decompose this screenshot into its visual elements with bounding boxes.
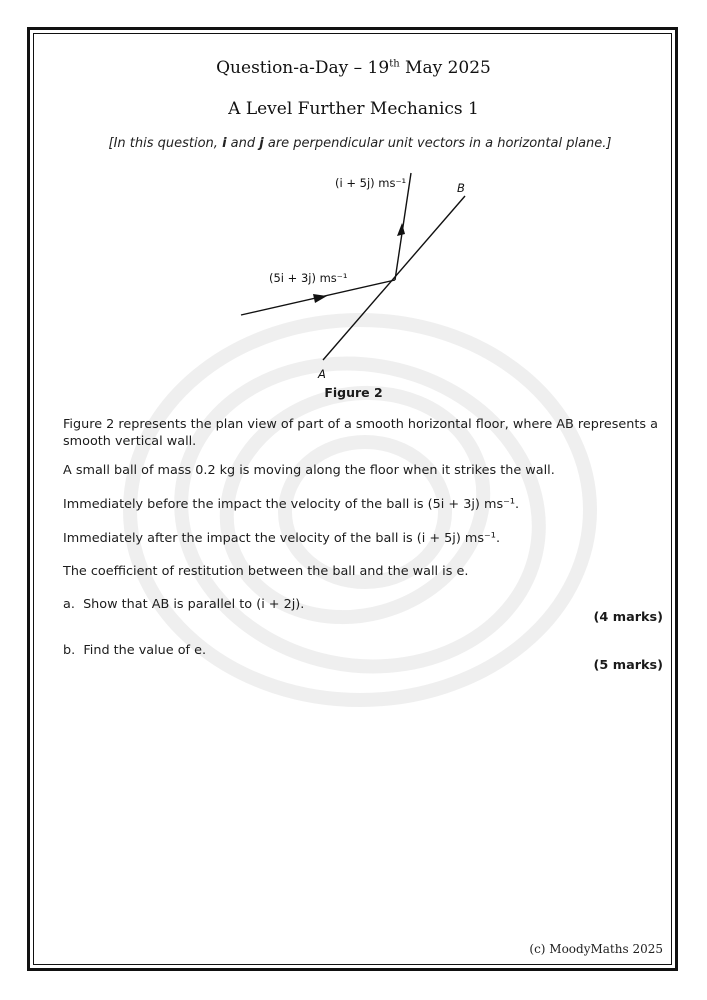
paragraph-5: The coefficient of restitution between the ball and the wall is e.	[63, 564, 469, 579]
label-point-b: B	[457, 181, 465, 195]
page-subtitle: A Level Further Mechanics 1	[228, 99, 479, 119]
footer-copyright: (c) MoodyMaths 2025	[529, 942, 663, 956]
paragraph-3: Immediately before the impact the velocity of the ball is (5i + 3j) ms⁻¹.	[63, 497, 520, 512]
figure-caption: Figure 2	[324, 385, 383, 400]
question-b: b. Find the value of e.	[63, 643, 207, 658]
label-velocity-before: (5i + 3j) ms⁻¹	[269, 271, 348, 285]
paragraph-4: Immediately after the impact the velocity of the ball is (i + 5j) ms⁻¹.	[63, 531, 501, 546]
question-b-marks: (5 marks)	[593, 658, 663, 673]
question-a: a. Show that AB is parallel to (i + 2j).	[63, 597, 305, 612]
figure-2-diagram	[225, 168, 485, 383]
question-a-marks: (4 marks)	[593, 610, 663, 625]
paragraph-1: Figure 2 represents the plan view of part of a smooth horizontal floor, where AB represents a smooth vertical wall.	[63, 417, 658, 449]
intro-note: [In this question, i and j are perpendicular unit vectors in a horizontal plane.]	[108, 136, 612, 151]
paragraph-2: A small ball of mass 0.2 kg is moving along the floor when it strikes the wall.	[63, 463, 555, 478]
page-title: Question-a-Day – 19th May 2025	[216, 58, 491, 78]
label-point-a: A	[318, 367, 326, 381]
label-velocity-after: (i + 5j) ms⁻¹	[335, 176, 407, 190]
